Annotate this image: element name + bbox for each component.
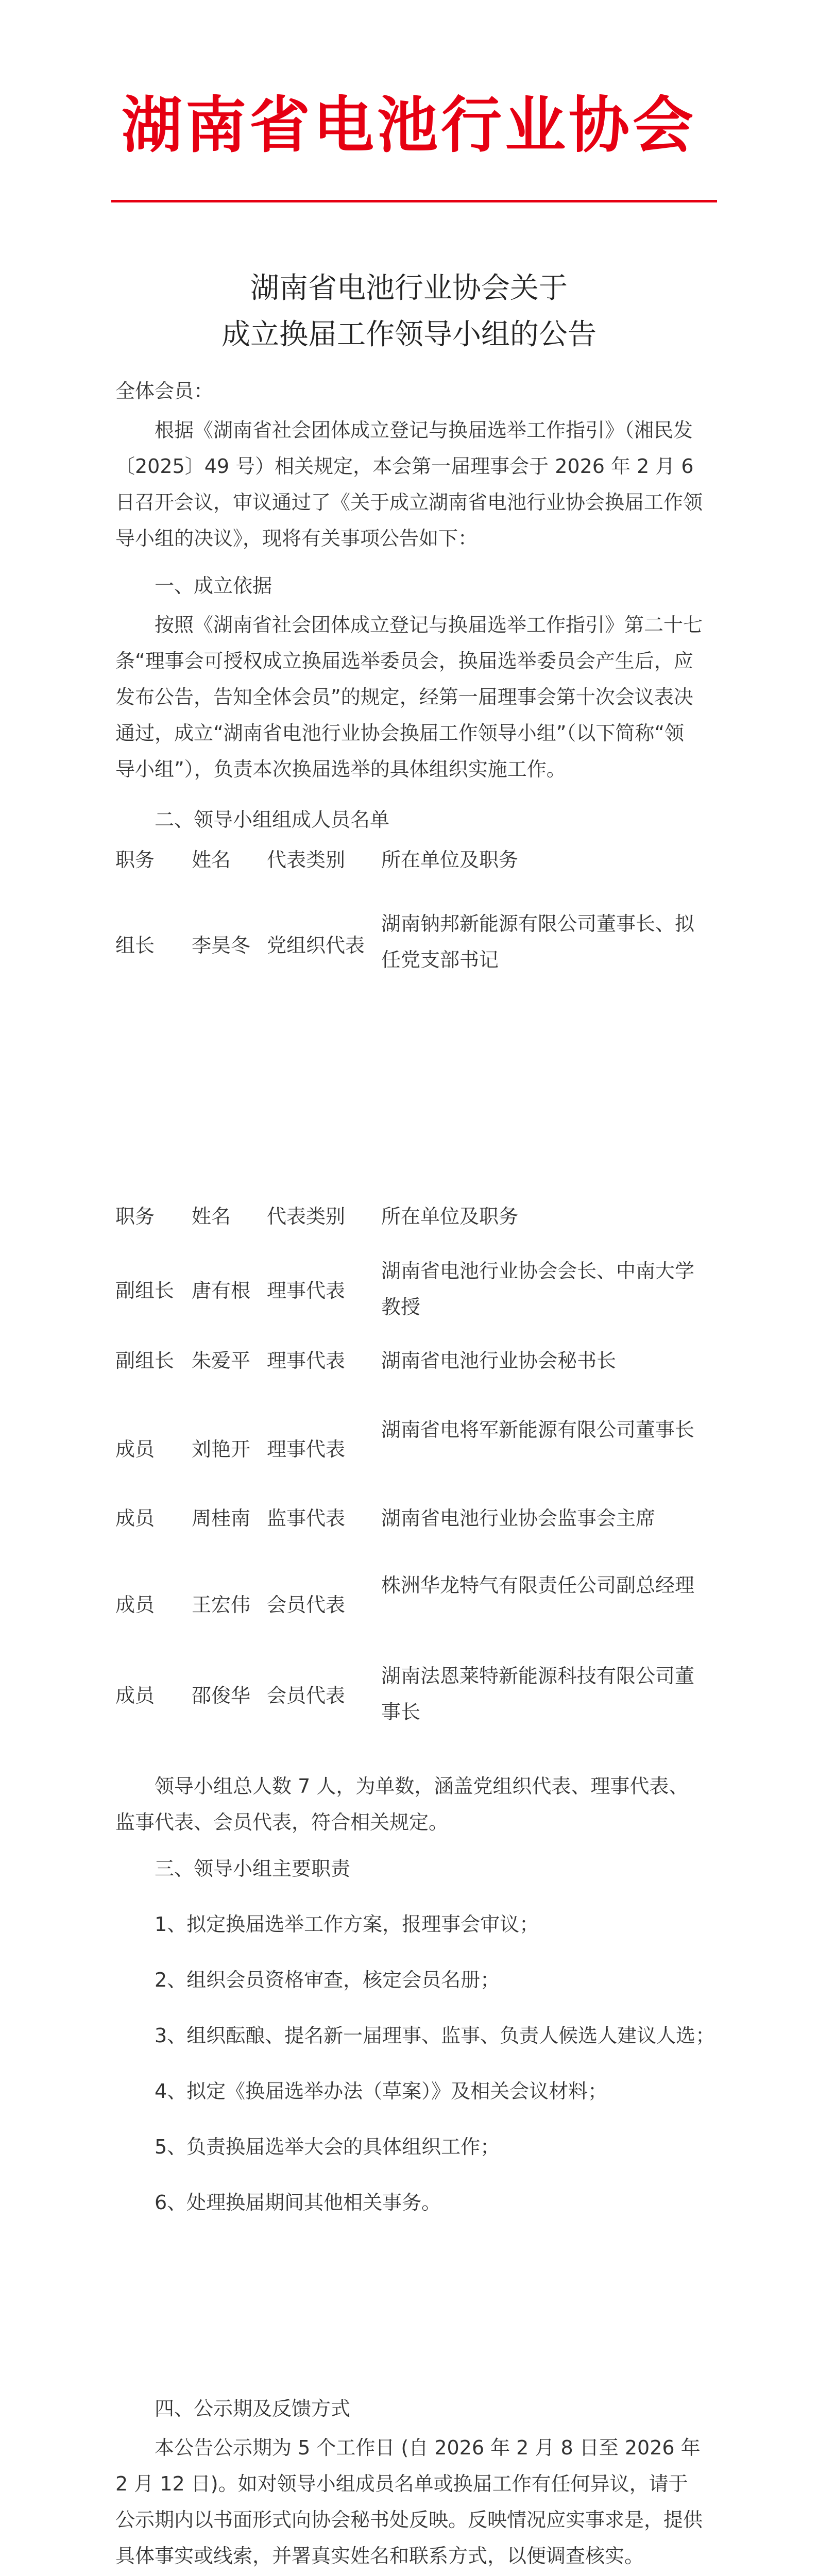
duty-item: 2、组织会员资格审查，核定会员名册； — [155, 1969, 500, 1991]
row-name: 朱爱平 — [192, 1349, 251, 1372]
duty-item: 5、负责换届选举大会的具体组织工作； — [155, 2136, 500, 2158]
notice-title-line2: 成立换届工作领导小组的公告 — [221, 318, 597, 351]
section2-heading: 二、领导小组组成人员名单 — [155, 808, 390, 831]
row-category: 监事代表 — [267, 1507, 346, 1530]
section1-body: 按照《湖南省社会团体成立登记与换届选举工作指引》第二十七条“理事会可授权成立换届选举委员会，换届选举委员会产生后，应发布公告，告知全体会员”的规定，经第一届理事会第十次会议表决通过，成立“湖南省电池行业协会换届工作领导小组”（以下简称“领导小组”），负责本次换届选举的具体组织实施工作。 — [115, 614, 703, 781]
row-role: 副组长 — [115, 1279, 175, 1302]
row-category: 理事代表 — [267, 1279, 346, 1302]
section3-heading: 三、领导小组主要职责 — [155, 1857, 351, 1880]
header-category: 代表类别 — [267, 849, 346, 871]
row-name: 邵俊华 — [192, 1684, 251, 1707]
row-role: 成员 — [115, 1507, 155, 1530]
header-name: 姓名 — [192, 849, 231, 871]
row-unit: 株洲华龙特气有限责任公司副总经理 — [381, 1574, 695, 1597]
row-role: 成员 — [115, 1684, 155, 1707]
row-role: 成员 — [115, 1438, 155, 1461]
row-role: 副组长 — [115, 1349, 175, 1372]
header-unit: 所在单位及职务 — [381, 849, 519, 871]
header-role: 职务 — [115, 849, 155, 871]
member-table-a — [0, 0, 818, 1030]
member-summary: 领导小组总人数 7 人，为单数，涵盖党组织代表、理事代表、监事代表、会员代表，符合相关规定。 — [115, 1775, 689, 1834]
duty-item: 3、组织酝酿、提名新一届理事、监事、负责人候选人建议人选； — [155, 2024, 715, 2047]
duty-item: 1、拟定换届选举工作方案，报理事会审议； — [155, 1913, 539, 1936]
row-unit: 湖南省电池行业协会会长、中南大学教授 — [381, 1260, 695, 1318]
header-unit: 所在单位及职务 — [381, 1205, 519, 1228]
row-name: 李昊冬 — [192, 934, 251, 957]
row-unit: 湖南钠邦新能源有限公司董事长、拟任党支部书记 — [381, 912, 695, 971]
row-unit: 湖南省电池行业协会秘书长 — [381, 1349, 617, 1372]
section4-body: 本公告公示期为 5 个工作日 (自 2026 年 2 月 8 日至 2026 年 2 月 12 日)。如对领导小组成员名单或换届工作有任何异议，请于公示期内以书面形式向协会秘书处反映。反映情况应实事求是，提供具体事实或线索，并署真实姓名和联系方式，以便调查核实。 — [115, 2436, 703, 2567]
row-name: 刘艳开 — [192, 1438, 251, 1461]
header-category: 代表类别 — [267, 1205, 346, 1228]
header-role: 职务 — [115, 1205, 155, 1228]
duty-item: 6、处理换届期间其他相关事务。 — [155, 2191, 441, 2214]
row-category: 会员代表 — [267, 1594, 346, 1616]
row-category: 理事代表 — [267, 1438, 346, 1461]
row-role: 组长 — [115, 934, 155, 957]
greeting: 全体会员： — [115, 380, 214, 402]
row-unit: 湖南省电池行业协会监事会主席 — [381, 1507, 656, 1530]
section1-heading: 一、成立依据 — [155, 574, 272, 597]
row-category: 会员代表 — [267, 1684, 346, 1707]
row-category: 党组织代表 — [267, 934, 365, 957]
header-name: 姓名 — [192, 1205, 231, 1228]
row-unit: 湖南法恩莱特新能源科技有限公司董事长 — [381, 1665, 695, 1723]
row-name: 周桂南 — [192, 1507, 251, 1530]
row-category: 理事代表 — [267, 1349, 346, 1372]
section4-heading: 四、公示期及反馈方式 — [155, 2397, 351, 2420]
row-name: 唐有根 — [192, 1279, 251, 1302]
row-name: 王宏伟 — [192, 1594, 251, 1616]
duty-item: 4、拟定《换届选举办法（草案）》及相关会议材料； — [155, 2080, 608, 2103]
row-role: 成员 — [115, 1594, 155, 1616]
intro-paragraph: 根据《湖南省社会团体成立登记与换届选举工作指引》（湘民发〔2025〕49 号）相关规定，本会第一届理事会于 2026 年 2 月 6 日召开会议，审议通过了《关于成立湖南省电池行业协会换届工作领导小组的决议》，现将有关事项公告如下： — [115, 419, 703, 550]
association-header: 湖南省电池行业协会 — [121, 90, 696, 161]
row-unit: 湖南省电将军新能源有限公司董事长 — [381, 1418, 695, 1441]
notice-title-line1: 湖南省电池行业协会关于 — [250, 272, 568, 305]
